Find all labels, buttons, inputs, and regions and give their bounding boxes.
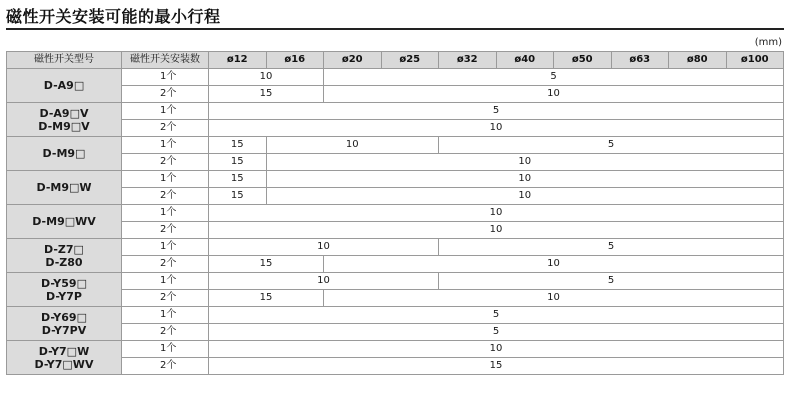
table-row: [7, 307, 784, 324]
switch-count-cell: 2个: [122, 256, 209, 273]
header-bore-40: ø40: [496, 52, 554, 69]
stroke-value-cell: 15: [209, 171, 267, 188]
switch-model-cell: D-Y59□ D-Y7P: [7, 273, 122, 307]
stroke-value-cell: 10: [324, 290, 784, 307]
table-row: [7, 120, 784, 137]
table-row: [7, 103, 784, 120]
stroke-value-cell: 15: [209, 154, 267, 171]
table-row: [7, 273, 784, 290]
table-row: [7, 188, 784, 205]
header-bore-16: ø16: [266, 52, 324, 69]
switch-count-cell: 1个: [122, 205, 209, 222]
stroke-value-cell: 10: [209, 273, 439, 290]
stroke-value-cell: 5: [439, 137, 784, 154]
switch-count-cell: 1个: [122, 171, 209, 188]
stroke-value-cell: 10: [266, 154, 784, 171]
switch-model-cell: D-A9□: [7, 69, 122, 103]
min-stroke-table: [6, 51, 784, 375]
stroke-value-cell: 10: [266, 188, 784, 205]
table-header-row: [7, 52, 784, 69]
header-bore-25: ø25: [381, 52, 439, 69]
table-row: [7, 69, 784, 86]
switch-count-cell: 1个: [122, 69, 209, 86]
switch-count-cell: 1个: [122, 307, 209, 324]
switch-model-cell: D-M9□W: [7, 171, 122, 205]
switch-count-cell: 1个: [122, 341, 209, 358]
header-bore-12: ø12: [209, 52, 267, 69]
stroke-value-cell: 10: [209, 341, 784, 358]
stroke-value-cell: 15: [209, 290, 324, 307]
table-row: [7, 86, 784, 103]
stroke-value-cell: 5: [439, 239, 784, 256]
stroke-value-cell: 15: [209, 358, 784, 375]
table-row: [7, 222, 784, 239]
stroke-value-cell: 15: [209, 188, 267, 205]
switch-count-cell: 2个: [122, 188, 209, 205]
table-row: [7, 341, 784, 358]
stroke-value-cell: 15: [209, 256, 324, 273]
switch-count-cell: 2个: [122, 290, 209, 307]
stroke-value-cell: 10: [324, 256, 784, 273]
stroke-value-cell: 10: [266, 171, 784, 188]
switch-count-cell: 2个: [122, 154, 209, 171]
switch-model-cell: D-M9□WV: [7, 205, 122, 239]
stroke-value-cell: 5: [324, 69, 784, 86]
switch-count-cell: 1个: [122, 137, 209, 154]
switch-count-cell: 2个: [122, 86, 209, 103]
stroke-value-cell: 10: [209, 69, 324, 86]
switch-model-cell: D-Y7□W D-Y7□WV: [7, 341, 122, 375]
title-underline: [6, 28, 784, 30]
stroke-value-cell: 5: [209, 307, 784, 324]
switch-count-cell: 1个: [122, 103, 209, 120]
unit-label: (mm): [754, 37, 782, 48]
header-bore-32: ø32: [439, 52, 497, 69]
switch-count-cell: 2个: [122, 358, 209, 375]
table-row: [7, 358, 784, 375]
table-row: [7, 154, 784, 171]
stroke-value-cell: 10: [209, 205, 784, 222]
stroke-value-cell: 5: [209, 324, 784, 341]
stroke-value-cell: 5: [209, 103, 784, 120]
table-row: [7, 290, 784, 307]
table-row: [7, 324, 784, 341]
switch-model-cell: D-M9□: [7, 137, 122, 171]
switch-count-cell: 2个: [122, 222, 209, 239]
stroke-value-cell: 5: [439, 273, 784, 290]
stroke-value-cell: 15: [209, 137, 267, 154]
switch-count-cell: 1个: [122, 239, 209, 256]
page-title: 磁性开关安装可能的最小行程: [6, 7, 221, 26]
table-body: [7, 69, 784, 375]
header-bore-20: ø20: [324, 52, 382, 69]
stroke-value-cell: 10: [209, 239, 439, 256]
table-row: [7, 205, 784, 222]
table-row: [7, 137, 784, 154]
stroke-value-cell: 15: [209, 86, 324, 103]
switch-model-cell: D-Y69□ D-Y7PV: [7, 307, 122, 341]
header-count: 磁性开关安装数: [122, 52, 209, 69]
header-bore-80: ø80: [669, 52, 727, 69]
stroke-value-cell: 10: [209, 222, 784, 239]
switch-model-cell: D-A9□V D-M9□V: [7, 103, 122, 137]
header-model: 磁性开关型号: [7, 52, 122, 69]
table-row: [7, 256, 784, 273]
header-bore-100: ø100: [726, 52, 784, 69]
header-bore-50: ø50: [554, 52, 612, 69]
switch-count-cell: 1个: [122, 273, 209, 290]
stroke-value-cell: 10: [324, 86, 784, 103]
switch-count-cell: 2个: [122, 120, 209, 137]
table-row: [7, 239, 784, 256]
switch-model-cell: D-Z7□ D-Z80: [7, 239, 122, 273]
stroke-value-cell: 10: [209, 120, 784, 137]
table-row: [7, 171, 784, 188]
switch-count-cell: 2个: [122, 324, 209, 341]
header-bore-63: ø63: [611, 52, 669, 69]
stroke-value-cell: 10: [266, 137, 439, 154]
